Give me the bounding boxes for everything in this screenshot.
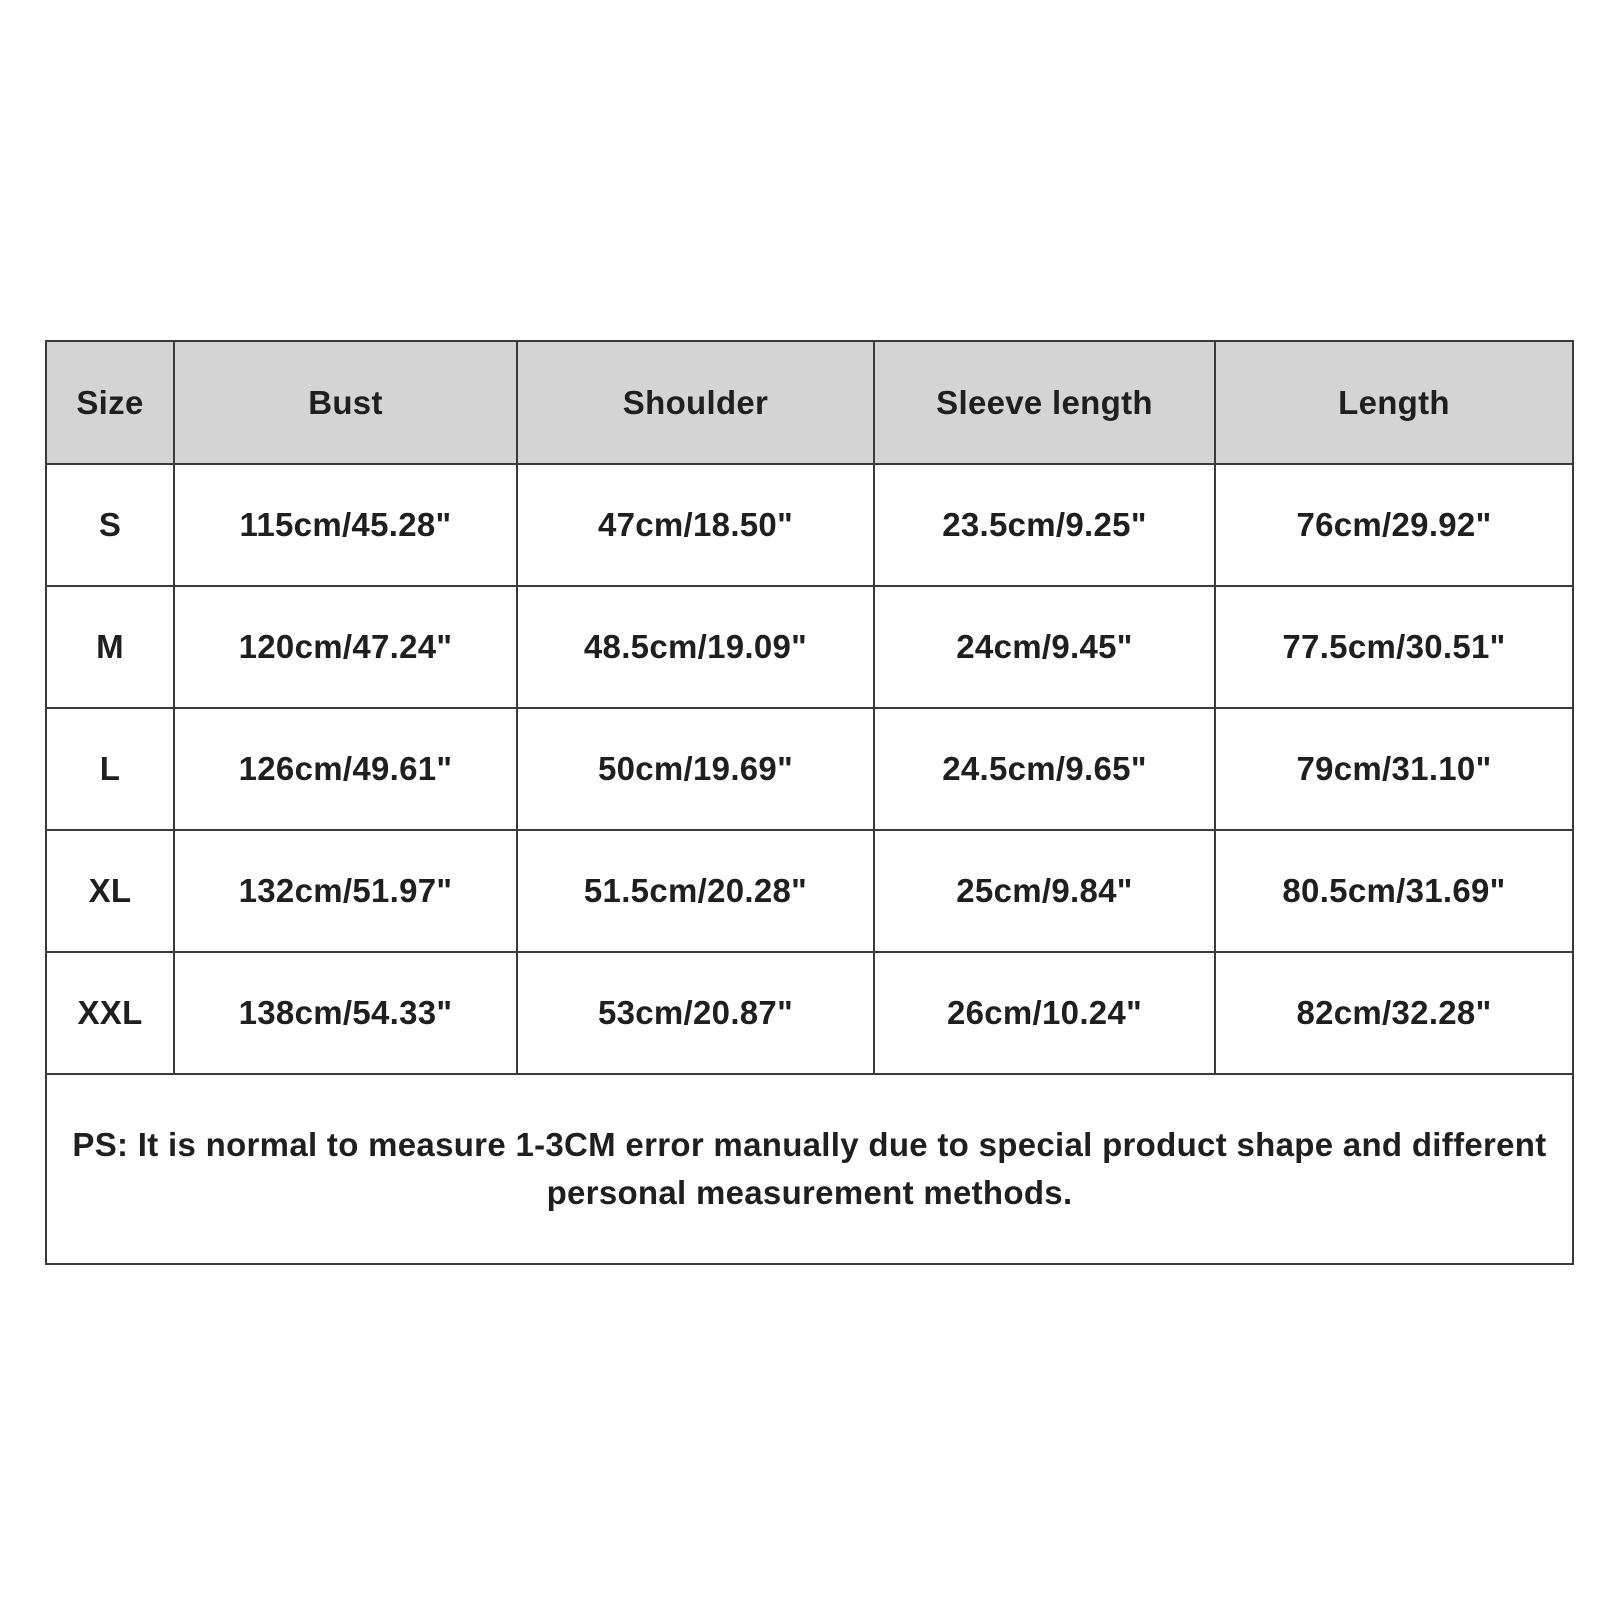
size-cell: XXL [46, 952, 174, 1074]
length-cell: 82cm/32.28" [1215, 952, 1573, 1074]
shoulder-cell: 51.5cm/20.28" [517, 830, 874, 952]
sleeve-length-cell: 23.5cm/9.25" [874, 464, 1215, 586]
size-cell: S [46, 464, 174, 586]
length-cell: 76cm/29.92" [1215, 464, 1573, 586]
table-row [46, 586, 1573, 708]
bust-cell: 126cm/49.61" [174, 708, 517, 830]
size-chart-table [45, 340, 1574, 1265]
sleeve-length-cell: 24cm/9.45" [874, 586, 1215, 708]
size-cell: M [46, 586, 174, 708]
table-row [46, 952, 1573, 1074]
bust-cell: 132cm/51.97" [174, 830, 517, 952]
sleeve-length-cell: 24.5cm/9.65" [874, 708, 1215, 830]
shoulder-cell: 50cm/19.69" [517, 708, 874, 830]
shoulder-cell: 47cm/18.50" [517, 464, 874, 586]
length-cell: 77.5cm/30.51" [1215, 586, 1573, 708]
size-cell: XL [46, 830, 174, 952]
header-bust: Bust [174, 341, 517, 464]
bust-cell: 115cm/45.28" [174, 464, 517, 586]
sleeve-length-cell: 26cm/10.24" [874, 952, 1215, 1074]
header-shoulder: Shoulder [517, 341, 874, 464]
header-row [46, 341, 1573, 464]
table-row [46, 830, 1573, 952]
shoulder-cell: 48.5cm/19.09" [517, 586, 874, 708]
note-row [46, 1074, 1573, 1264]
table-row [46, 464, 1573, 586]
table-row [46, 708, 1573, 830]
size-cell: L [46, 708, 174, 830]
bust-cell: 120cm/47.24" [174, 586, 517, 708]
header-length: Length [1215, 341, 1573, 464]
header-size: Size [46, 341, 174, 464]
length-cell: 79cm/31.10" [1215, 708, 1573, 830]
shoulder-cell: 53cm/20.87" [517, 952, 874, 1074]
measurement-note: PS: It is normal to measure 1-3CM error manually due to special product shape and different personal measurement methods. [46, 1074, 1573, 1264]
header-sleeve-length: Sleeve length [874, 341, 1215, 464]
length-cell: 80.5cm/31.69" [1215, 830, 1573, 952]
bust-cell: 138cm/54.33" [174, 952, 517, 1074]
sleeve-length-cell: 25cm/9.84" [874, 830, 1215, 952]
